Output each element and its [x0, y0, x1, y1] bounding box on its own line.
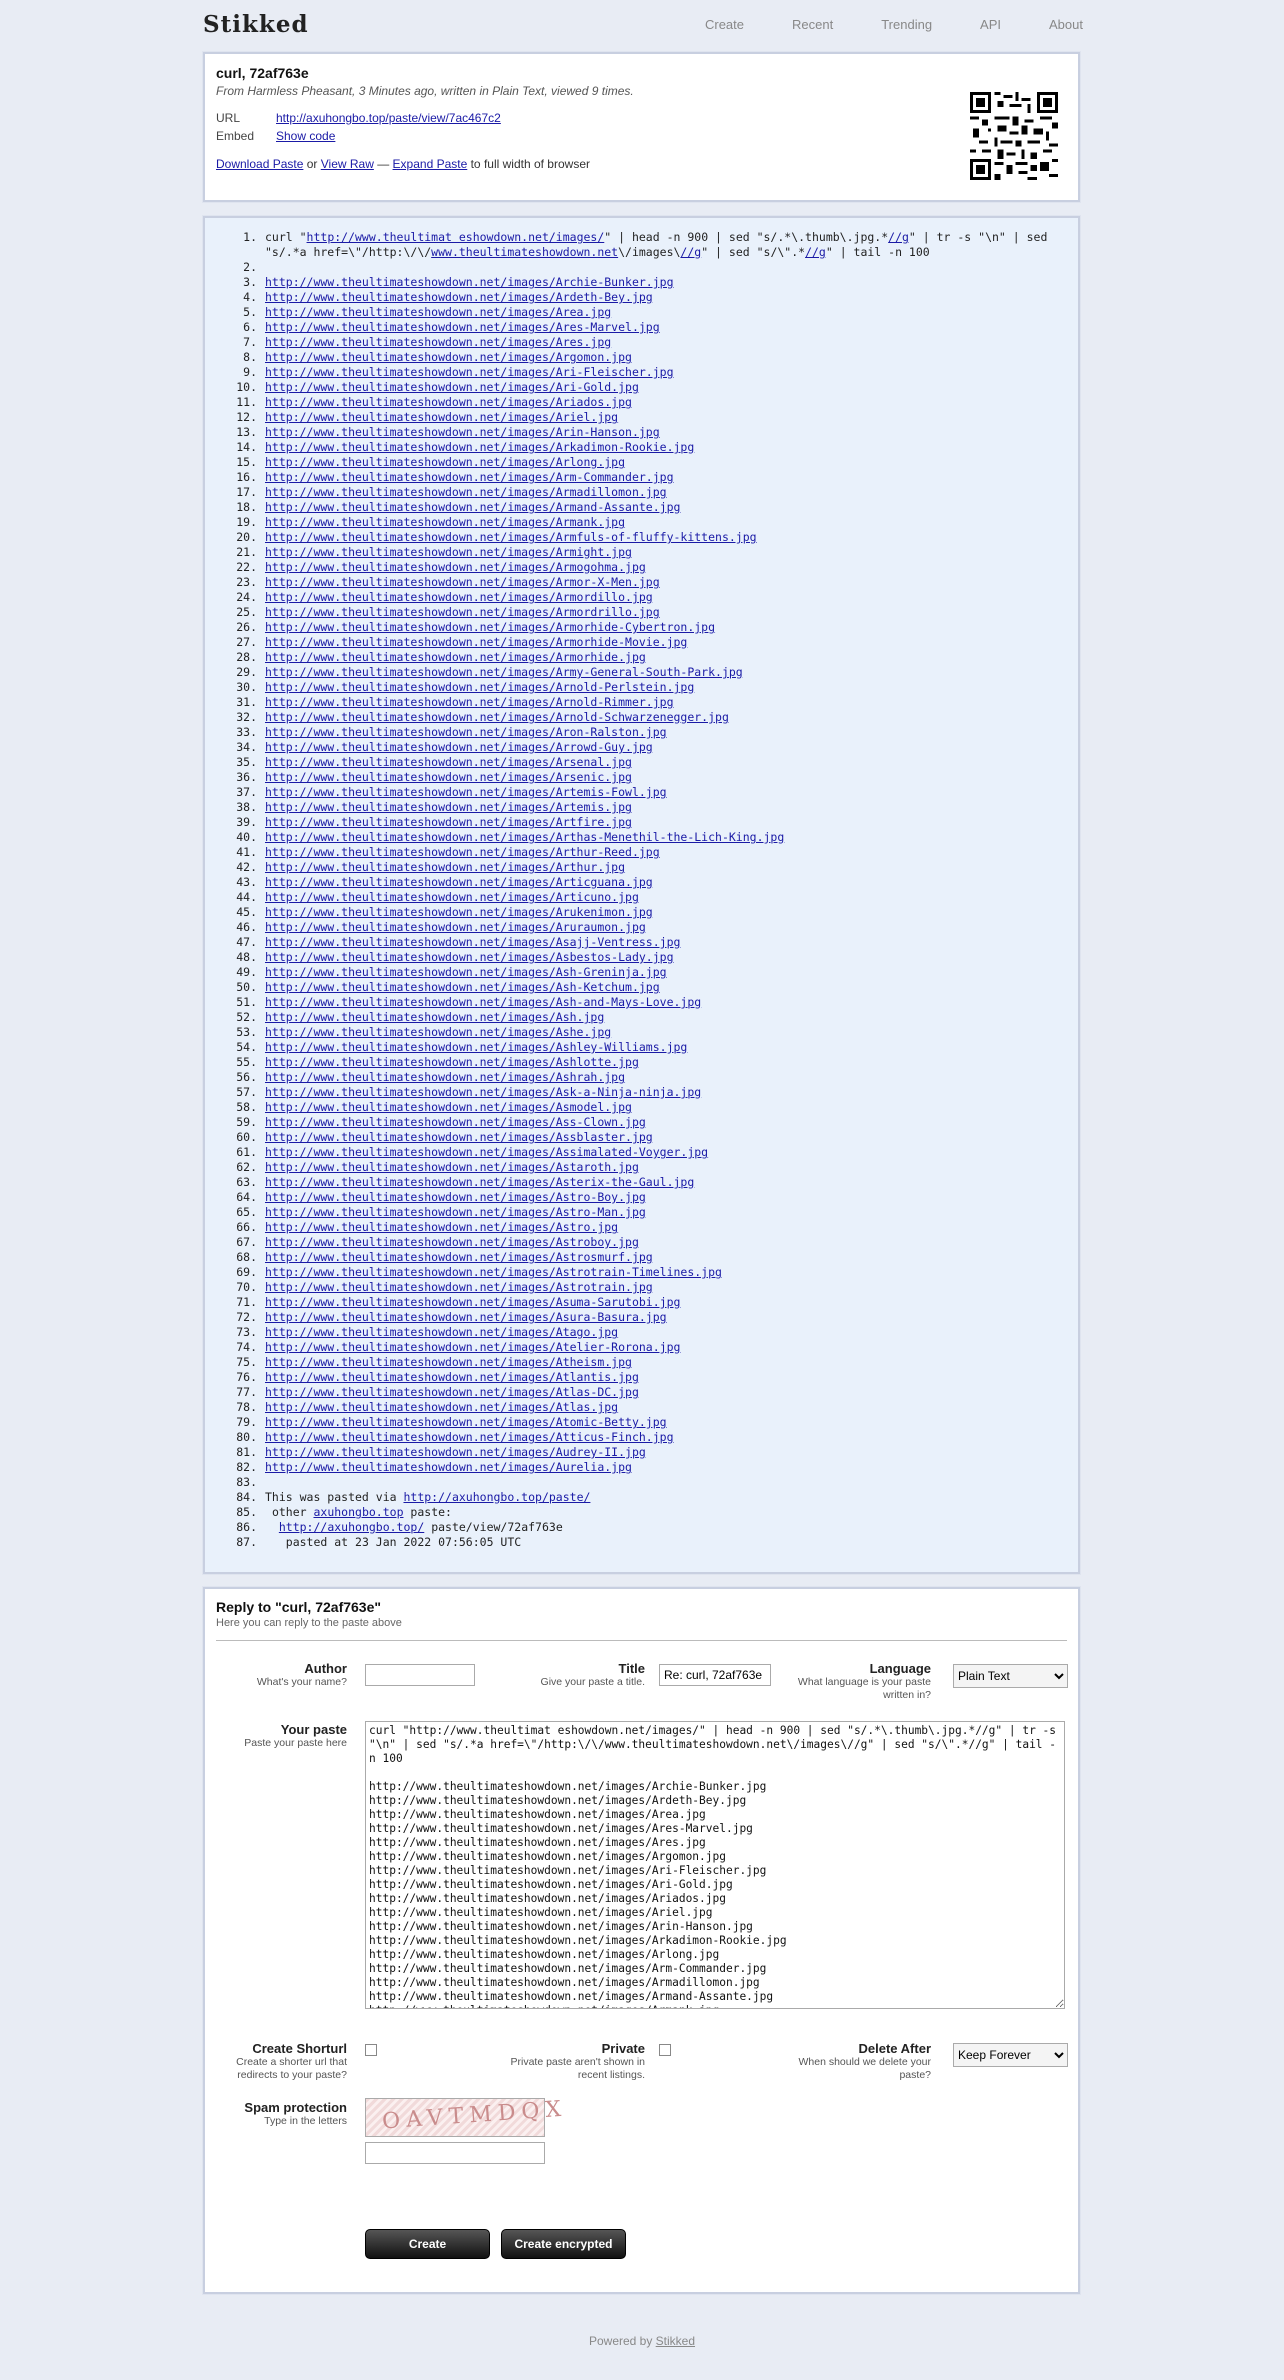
- code-line: 22. http://www.theultimateshowdown.net/images/Armogohma.jpg: [236, 560, 646, 574]
- view-raw-link[interactable]: View Raw: [320, 157, 374, 171]
- pasted-via-link[interactable]: http://axuhongbo.top/paste/: [403, 1490, 591, 1504]
- code-line: 59. http://www.theultimateshowdown.net/images/Ass-Clown.jpg: [236, 1115, 646, 1129]
- paste-actions: [216, 157, 590, 171]
- code-line: 50. http://www.theultimateshowdown.net/images/Ash-Ketchum.jpg: [236, 980, 660, 994]
- image-url-link[interactable]: http://www.theultimateshowdown.net/images/Ardeth-Bey.jpg: [265, 290, 653, 304]
- paste-textarea[interactable]: [365, 1721, 1065, 2009]
- code-line: 20. http://www.theultimateshowdown.net/images/Armfuls-of-fluffy-kittens.jpg: [236, 530, 757, 544]
- code-line: 64. http://www.theultimateshowdown.net/images/Astro-Boy.jpg: [236, 1190, 646, 1204]
- reply-form-box: [203, 1587, 1080, 2294]
- code-line: 18. http://www.theultimateshowdown.net/images/Armand-Assante.jpg: [236, 500, 681, 514]
- code-line: 21. http://www.theultimateshowdown.net/images/Armight.jpg: [236, 545, 632, 559]
- code-link[interactable]: http://www.theultimat eshowdown.net/images/: [306, 230, 605, 244]
- paste-meta: From Harmless Pheasant, 3 Minutes ago, written in Plain Text, viewed 9 times.: [216, 84, 634, 98]
- code-line: 34. http://www.theultimateshowdown.net/images/Arrowd-Guy.jpg: [236, 740, 653, 754]
- code-line: 44. http://www.theultimateshowdown.net/images/Articuno.jpg: [236, 890, 639, 904]
- image-url-link[interactable]: http://www.theultimateshowdown.net/images/Arthas-Menethil-the-Lich-King.jpg: [265, 830, 785, 844]
- paste-label: Your paste: [280, 1722, 347, 1737]
- code-line: 25. http://www.theultimateshowdown.net/images/Armordrillo.jpg: [236, 605, 660, 619]
- code-line: 70. http://www.theultimateshowdown.net/images/Astrotrain.jpg: [236, 1280, 653, 1294]
- image-url-link[interactable]: http://www.theultimateshowdown.net/images/Asmodel.jpg: [265, 1100, 632, 1114]
- code-line: 86. http://axuhongbo.top/ paste/view/72af763e: [236, 1520, 563, 1534]
- reply-subtitle: Here you can reply to the paste above: [216, 1617, 402, 1629]
- image-url-link[interactable]: http://www.theultimateshowdown.net/images/Astro.jpg: [265, 1220, 619, 1234]
- paste-url-link[interactable]: http://axuhongbo.top/paste/view/7ac467c2: [276, 111, 501, 125]
- author-input[interactable]: [365, 1664, 475, 1686]
- delete-after-select[interactable]: [953, 2043, 1068, 2067]
- qr-code-icon: [970, 92, 1058, 180]
- paste-title: curl, 72af763e: [216, 65, 309, 81]
- code-line: 48. http://www.theultimateshowdown.net/images/Asbestos-Lady.jpg: [236, 950, 674, 964]
- code-line: 85. other axuhongbo.top paste:: [236, 1505, 452, 1519]
- brand-logo[interactable]: Stikked: [203, 11, 309, 38]
- image-url-link[interactable]: http://www.theultimateshowdown.net/images/Atheism.jpg: [265, 1355, 632, 1369]
- code-line: 55. http://www.theultimateshowdown.net/images/Ashlotte.jpg: [236, 1055, 639, 1069]
- code-line: 32. http://www.theultimateshowdown.net/images/Arnold-Schwarzenegger.jpg: [236, 710, 729, 724]
- code-line: 53. http://www.theultimateshowdown.net/images/Ashe.jpg: [236, 1025, 612, 1039]
- code-link[interactable]: //g: [805, 245, 826, 259]
- image-url-link[interactable]: http://www.theultimateshowdown.net/images/Arrowd-Guy.jpg: [265, 740, 653, 754]
- show-code-link[interactable]: Show code: [276, 129, 336, 143]
- footer-stikked-link[interactable]: Stikked: [655, 2334, 696, 2348]
- paste-label-group: [205, 1722, 347, 1750]
- shorturl-label-group: [205, 2041, 347, 2082]
- image-url-link[interactable]: http://www.theultimateshowdown.net/images/Astro-Man.jpg: [265, 1205, 646, 1219]
- image-url-link[interactable]: http://www.theultimateshowdown.net/images/Atago.jpg: [265, 1325, 619, 1339]
- title-hint: Give your paste a title.: [540, 1676, 645, 1688]
- image-url-link[interactable]: http://www.theultimateshowdown.net/images/Assblaster.jpg: [265, 1130, 653, 1144]
- title-input[interactable]: [659, 1664, 771, 1686]
- other-paste-link[interactable]: axuhongbo.top: [313, 1505, 404, 1519]
- image-url-link[interactable]: http://www.theultimateshowdown.net/images/Astroboy.jpg: [265, 1235, 639, 1249]
- image-url-link[interactable]: http://www.theultimateshowdown.net/images/Armogohma.jpg: [265, 560, 646, 574]
- captcha-image: [365, 2096, 568, 2137]
- code-line: 79. http://www.theultimateshowdown.net/images/Atomic-Betty.jpg: [236, 1415, 667, 1429]
- code-line: 52. http://www.theultimateshowdown.net/images/Ash.jpg: [236, 1010, 605, 1024]
- spam-hint: Type in the letters: [264, 2115, 347, 2127]
- image-url-link[interactable]: http://www.theultimateshowdown.net/images/Arnold-Rimmer.jpg: [265, 695, 674, 709]
- image-url-link[interactable]: http://www.theultimateshowdown.net/images/Armank.jpg: [265, 515, 626, 529]
- image-url-link[interactable]: http://www.theultimateshowdown.net/images/Ares.jpg: [265, 335, 612, 349]
- image-url-link[interactable]: http://www.theultimateshowdown.net/images/Area.jpg: [265, 305, 612, 319]
- language-hint: What language is your paste written in?: [797, 1676, 931, 1701]
- image-url-link[interactable]: http://www.theultimateshowdown.net/images/Ass-Clown.jpg: [265, 1115, 646, 1129]
- code-line: 37. http://www.theultimateshowdown.net/images/Artemis-Fowl.jpg: [236, 785, 667, 799]
- code-line: 63. http://www.theultimateshowdown.net/images/Asterix-the-Gaul.jpg: [236, 1175, 695, 1189]
- image-url-link[interactable]: http://www.theultimateshowdown.net/images/Atomic-Betty.jpg: [265, 1415, 667, 1429]
- image-url-link[interactable]: http://www.theultimateshowdown.net/images/Arsenal.jpg: [265, 755, 632, 769]
- spam-label: Spam protection: [244, 2100, 347, 2115]
- image-url-link[interactable]: http://www.theultimateshowdown.net/images/Ashley-Williams.jpg: [265, 1040, 688, 1054]
- code-line: 41. http://www.theultimateshowdown.net/images/Arthur-Reed.jpg: [236, 845, 660, 859]
- code-line: 1. curl "http://www.theultimat eshowdown.net/images/" | head -n 900 | sed "s/.*\.thumb\.jpg.*//g" | tr -s "\n" | sed "s/.*a href=\"/http:\/\/www.theultimateshowdown.net\/images\//g" | sed "s/\".*//g" | tail -n 100: [243, 230, 1055, 259]
- image-url-link[interactable]: http://www.theultimateshowdown.net/images/Astro-Boy.jpg: [265, 1190, 646, 1204]
- image-url-link[interactable]: http://www.theultimateshowdown.net/images/Archie-Bunker.jpg: [265, 275, 674, 289]
- language-select[interactable]: [953, 1664, 1068, 1688]
- or-text: or: [303, 157, 321, 171]
- paste-code-box: [203, 216, 1080, 1574]
- title-label: Title: [618, 1661, 645, 1676]
- code-line: 77. http://www.theultimateshowdown.net/images/Atlas-DC.jpg: [236, 1385, 639, 1399]
- code-line: 84. This was pasted via http://axuhongbo.top/paste/: [236, 1490, 591, 1504]
- image-url-link[interactable]: http://www.theultimateshowdown.net/images/Ash-and-Mays-Love.jpg: [265, 995, 702, 1009]
- image-url-link[interactable]: http://www.theultimateshowdown.net/images/Asuma-Sarutobi.jpg: [265, 1295, 681, 1309]
- code-link[interactable]: //g: [680, 245, 702, 259]
- author-label: Author: [304, 1661, 347, 1676]
- code-line: 24. http://www.theultimateshowdown.net/images/Armordillo.jpg: [236, 590, 653, 604]
- image-url-link[interactable]: http://www.theultimateshowdown.net/images/Atelier-Rorona.jpg: [265, 1340, 681, 1354]
- code-line: 54. http://www.theultimateshowdown.net/images/Ashley-Williams.jpg: [236, 1040, 688, 1054]
- nav-create[interactable]: Create: [704, 17, 745, 32]
- image-url-link[interactable]: http://www.theultimateshowdown.net/images/Astrotrain.jpg: [265, 1280, 653, 1294]
- captcha-input[interactable]: [365, 2142, 545, 2164]
- create-encrypted-button[interactable]: Create encrypted: [501, 2229, 626, 2259]
- image-url-link[interactable]: http://www.theultimateshowdown.net/images/Atlas-DC.jpg: [265, 1385, 639, 1399]
- code-line: 45. http://www.theultimateshowdown.net/images/Arukenimon.jpg: [236, 905, 653, 919]
- code-line: 65. http://www.theultimateshowdown.net/images/Astro-Man.jpg: [236, 1205, 646, 1219]
- code-line: 66. http://www.theultimateshowdown.net/images/Astro.jpg: [236, 1220, 619, 1234]
- image-url-link[interactable]: http://www.theultimateshowdown.net/images/Ari-Fleischer.jpg: [265, 365, 674, 379]
- image-url-link[interactable]: http://www.theultimateshowdown.net/images/Arnold-Perlstein.jpg: [265, 680, 695, 694]
- code-line: 38. http://www.theultimateshowdown.net/images/Artemis.jpg: [236, 800, 632, 814]
- code-line: 31. http://www.theultimateshowdown.net/images/Arnold-Rimmer.jpg: [236, 695, 674, 709]
- image-url-link[interactable]: http://www.theultimateshowdown.net/images/Army-General-South-Park.jpg: [265, 665, 743, 679]
- author-label-group: [205, 1661, 347, 1689]
- url-label: URL: [216, 111, 241, 125]
- code-line: 56. http://www.theultimateshowdown.net/images/Ashrah.jpg: [236, 1070, 626, 1084]
- paste-hint: Paste your paste here: [244, 1737, 347, 1749]
- code-line: 36. http://www.theultimateshowdown.net/images/Arsenic.jpg: [236, 770, 632, 784]
- code-line: 71. http://www.theultimateshowdown.net/images/Asuma-Sarutobi.jpg: [236, 1295, 681, 1309]
- create-button[interactable]: Create: [365, 2229, 490, 2259]
- code-line: 17. http://www.theultimateshowdown.net/images/Armadillomon.jpg: [236, 485, 667, 499]
- code-line: 5. http://www.theultimateshowdown.net/images/Area.jpg: [243, 305, 612, 319]
- nav-trending[interactable]: Trending: [881, 17, 933, 32]
- image-url-link[interactable]: http://www.theultimateshowdown.net/images/Astrotrain-Timelines.jpg: [265, 1265, 722, 1279]
- code-line: 6. http://www.theultimateshowdown.net/images/Ares-Marvel.jpg: [243, 320, 660, 334]
- nav-about[interactable]: About: [1049, 17, 1083, 32]
- code-line: 87. pasted at 23 Jan 2022 07:56:05 UTC: [236, 1535, 522, 1549]
- code-line: 76. http://www.theultimateshowdown.net/images/Atlantis.jpg: [236, 1370, 639, 1384]
- shorturl-hint: Create a shorter url that redirects to your paste?: [236, 2056, 347, 2081]
- code-line: 42. http://www.theultimateshowdown.net/images/Arthur.jpg: [236, 860, 626, 874]
- image-url-link[interactable]: http://www.theultimateshowdown.net/images/Arthur-Reed.jpg: [265, 845, 660, 859]
- delete-after-hint: When should we delete your paste?: [798, 2056, 931, 2081]
- image-url-link[interactable]: http://www.theultimateshowdown.net/images/Aruraumon.jpg: [265, 920, 646, 934]
- url-row: [216, 111, 501, 125]
- language-label-group: [793, 1661, 931, 1702]
- image-url-link[interactable]: http://www.theultimateshowdown.net/images/Aurelia.jpg: [265, 1460, 632, 1474]
- code-line: 83.: [236, 1475, 257, 1489]
- image-url-link[interactable]: http://www.theultimateshowdown.net/images/Ashrah.jpg: [265, 1070, 626, 1084]
- paste-info-box: [203, 52, 1080, 202]
- author-hint: What's your name?: [256, 1676, 347, 1688]
- image-url-link[interactable]: http://www.theultimateshowdown.net/images/Arin-Hanson.jpg: [265, 425, 660, 439]
- image-url-link[interactable]: http://www.theultimateshowdown.net/images/Asura-Basura.jpg: [265, 1310, 667, 1324]
- code-line: 23. http://www.theultimateshowdown.net/images/Armor-X-Men.jpg: [236, 575, 660, 589]
- image-url-link[interactable]: http://www.theultimateshowdown.net/images/Ash-Ketchum.jpg: [265, 980, 660, 994]
- image-url-link[interactable]: http://www.theultimateshowdown.net/images/Ash-Greninja.jpg: [265, 965, 667, 979]
- image-url-link[interactable]: http://www.theultimateshowdown.net/images/Armorhide.jpg: [265, 650, 646, 664]
- code-line: 7. http://www.theultimateshowdown.net/images/Ares.jpg: [243, 335, 612, 349]
- image-url-link[interactable]: http://www.theultimateshowdown.net/images/Armand-Assante.jpg: [265, 500, 681, 514]
- captcha-text: OAVTMDQX: [381, 2096, 568, 2135]
- image-url-link[interactable]: http://www.theultimateshowdown.net/images/Astaroth.jpg: [265, 1160, 639, 1174]
- code-line: 27. http://www.theultimateshowdown.net/images/Armorhide-Movie.jpg: [236, 635, 688, 649]
- image-url-link[interactable]: http://www.theultimateshowdown.net/images/Armorhide-Cybertron.jpg: [265, 620, 716, 634]
- code-line: 61. http://www.theultimateshowdown.net/images/Assimalated-Voyger.jpg: [236, 1145, 709, 1159]
- private-hint: Private paste aren't shown in recent listings.: [510, 2056, 645, 2081]
- private-label-group: [503, 2041, 645, 2082]
- code-link[interactable]: //g: [888, 230, 909, 244]
- image-url-link[interactable]: http://www.theultimateshowdown.net/images/Atticus-Finch.jpg: [265, 1430, 674, 1444]
- delete-after-label-group: [793, 2041, 931, 2082]
- delete-after-label: Delete After: [858, 2041, 931, 2056]
- dash-text: —: [373, 157, 393, 171]
- image-url-link[interactable]: http://www.theultimateshowdown.net/images/Ashlotte.jpg: [265, 1055, 639, 1069]
- divider: [216, 1640, 1067, 1641]
- code-line: 75. http://www.theultimateshowdown.net/images/Atheism.jpg: [236, 1355, 632, 1369]
- image-url-link[interactable]: http://www.theultimateshowdown.net/images/Armorhide-Movie.jpg: [265, 635, 688, 649]
- code-line: 60. http://www.theultimateshowdown.net/images/Assblaster.jpg: [236, 1130, 653, 1144]
- image-url-link[interactable]: http://www.theultimateshowdown.net/images/Armordillo.jpg: [265, 590, 653, 604]
- main-nav: [657, 17, 1083, 32]
- language-label: Language: [869, 1661, 931, 1676]
- code-link[interactable]: www.theultimateshowdown.net: [431, 245, 619, 259]
- image-url-link[interactable]: http://www.theultimateshowdown.net/images/Asbestos-Lady.jpg: [265, 950, 674, 964]
- code-line: 58. http://www.theultimateshowdown.net/images/Asmodel.jpg: [236, 1100, 632, 1114]
- image-url-link[interactable]: http://www.theultimateshowdown.net/images/Articguana.jpg: [265, 875, 653, 889]
- code-line: 29. http://www.theultimateshowdown.net/images/Army-General-South-Park.jpg: [236, 665, 743, 679]
- code-line: 73. http://www.theultimateshowdown.net/images/Atago.jpg: [236, 1325, 619, 1339]
- footer: [0, 2334, 1284, 2348]
- image-url-link[interactable]: http://www.theultimateshowdown.net/images/Ariados.jpg: [265, 395, 632, 409]
- code-line: 43. http://www.theultimateshowdown.net/images/Articguana.jpg: [236, 875, 653, 889]
- image-url-link[interactable]: http://www.theultimateshowdown.net/images/Armight.jpg: [265, 545, 632, 559]
- image-url-link[interactable]: http://www.theultimateshowdown.net/images/Ashe.jpg: [265, 1025, 612, 1039]
- image-url-link[interactable]: http://www.theultimateshowdown.net/images/Asterix-the-Gaul.jpg: [265, 1175, 695, 1189]
- image-url-link[interactable]: http://www.theultimateshowdown.net/images/Ares-Marvel.jpg: [265, 320, 660, 334]
- image-url-link[interactable]: http://www.theultimateshowdown.net/images/Ariel.jpg: [265, 410, 619, 424]
- code-line: 16. http://www.theultimateshowdown.net/images/Arm-Commander.jpg: [236, 470, 674, 484]
- image-url-link[interactable]: http://www.theultimateshowdown.net/images/Artemis-Fowl.jpg: [265, 785, 667, 799]
- image-url-link[interactable]: http://www.theultimateshowdown.net/images/Articuno.jpg: [265, 890, 639, 904]
- code-line: 35. http://www.theultimateshowdown.net/images/Arsenal.jpg: [236, 755, 632, 769]
- image-url-link[interactable]: http://www.theultimateshowdown.net/images/Atlas.jpg: [265, 1400, 619, 1414]
- code-line: 46. http://www.theultimateshowdown.net/images/Aruraumon.jpg: [236, 920, 646, 934]
- image-url-link[interactable]: http://www.theultimateshowdown.net/images/Arnold-Schwarzenegger.jpg: [265, 710, 729, 724]
- code-line: 68. http://www.theultimateshowdown.net/images/Astrosmurf.jpg: [236, 1250, 653, 1264]
- image-url-link[interactable]: http://www.theultimateshowdown.net/images/Arthur.jpg: [265, 860, 626, 874]
- image-url-link[interactable]: http://www.theultimateshowdown.net/images/Astrosmurf.jpg: [265, 1250, 653, 1264]
- image-url-link[interactable]: http://www.theultimateshowdown.net/images/Arm-Commander.jpg: [265, 470, 674, 484]
- expand-paste-link[interactable]: Expand Paste: [392, 157, 468, 171]
- image-url-link[interactable]: http://www.theultimateshowdown.net/images/Armordrillo.jpg: [265, 605, 660, 619]
- image-url-link[interactable]: http://www.theultimateshowdown.net/images/Atlantis.jpg: [265, 1370, 639, 1384]
- private-label: Private: [601, 2041, 645, 2056]
- code-line: 3. http://www.theultimateshowdown.net/images/Archie-Bunker.jpg: [243, 275, 674, 289]
- nav-api[interactable]: API: [980, 17, 1002, 32]
- embed-label: Embed: [216, 129, 255, 143]
- code-line: 13. http://www.theultimateshowdown.net/images/Arin-Hanson.jpg: [236, 425, 660, 439]
- embed-row: [216, 129, 335, 143]
- image-url-link[interactable]: http://www.theultimateshowdown.net/images/Asajj-Ventress.jpg: [265, 935, 681, 949]
- code-line: 11. http://www.theultimateshowdown.net/images/Ariados.jpg: [236, 395, 632, 409]
- code-line: 51. http://www.theultimateshowdown.net/images/Ash-and-Mays-Love.jpg: [236, 995, 702, 1009]
- image-url-link[interactable]: http://www.theultimateshowdown.net/images/Ask-a-Ninja-ninja.jpg: [265, 1085, 702, 1099]
- shorturl-label: Create Shorturl: [252, 2041, 347, 2056]
- reply-title: Reply to "curl, 72af763e": [216, 1599, 382, 1615]
- image-url-link[interactable]: http://www.theultimateshowdown.net/images/Ari-Gold.jpg: [265, 380, 639, 394]
- code-line: 39. http://www.theultimateshowdown.net/images/Artfire.jpg: [236, 815, 632, 829]
- image-url-link[interactable]: http://www.theultimateshowdown.net/images/Armfuls-of-fluffy-kittens.jpg: [265, 530, 757, 544]
- code-line: 57. http://www.theultimateshowdown.net/images/Ask-a-Ninja-ninja.jpg: [236, 1085, 702, 1099]
- code-line: 40. http://www.theultimateshowdown.net/images/Arthas-Menethil-the-Lich-King.jpg: [236, 830, 785, 844]
- image-url-link[interactable]: http://www.theultimateshowdown.net/images/Ash.jpg: [265, 1010, 605, 1024]
- code-line: 69. http://www.theultimateshowdown.net/images/Astrotrain-Timelines.jpg: [236, 1265, 722, 1279]
- code-line: 9. http://www.theultimateshowdown.net/images/Ari-Fleischer.jpg: [243, 365, 674, 379]
- code-line: 10. http://www.theultimateshowdown.net/images/Ari-Gold.jpg: [236, 380, 639, 394]
- code-line: 80. http://www.theultimateshowdown.net/images/Atticus-Finch.jpg: [236, 1430, 674, 1444]
- image-url-link[interactable]: http://www.theultimateshowdown.net/images/Arlong.jpg: [265, 455, 626, 469]
- image-url-link[interactable]: http://www.theultimateshowdown.net/images/Arkadimon-Rookie.jpg: [265, 440, 695, 454]
- image-url-link[interactable]: http://www.theultimateshowdown.net/images/Aron-Ralston.jpg: [265, 725, 667, 739]
- image-url-link[interactable]: http://www.theultimateshowdown.net/images/Arukenimon.jpg: [265, 905, 653, 919]
- code-line: 72. http://www.theultimateshowdown.net/images/Asura-Basura.jpg: [236, 1310, 667, 1324]
- home-link[interactable]: http://axuhongbo.top/: [278, 1520, 425, 1534]
- image-url-link[interactable]: http://www.theultimateshowdown.net/images/Audrey-II.jpg: [265, 1445, 646, 1459]
- code-line: 4. http://www.theultimateshowdown.net/images/Ardeth-Bey.jpg: [243, 290, 653, 304]
- code-line: 8. http://www.theultimateshowdown.net/images/Argomon.jpg: [243, 350, 632, 364]
- code-line: 47. http://www.theultimateshowdown.net/images/Asajj-Ventress.jpg: [236, 935, 681, 949]
- private-checkbox[interactable]: [659, 2044, 671, 2056]
- code-line: 26. http://www.theultimateshowdown.net/images/Armorhide-Cybertron.jpg: [236, 620, 716, 634]
- code-line: 30. http://www.theultimateshowdown.net/images/Arnold-Perlstein.jpg: [236, 680, 695, 694]
- top-bar: [203, 0, 1083, 50]
- code-line: 62. http://www.theultimateshowdown.net/images/Astaroth.jpg: [236, 1160, 639, 1174]
- code-line: 33. http://www.theultimateshowdown.net/images/Aron-Ralston.jpg: [236, 725, 667, 739]
- download-paste-link[interactable]: Download Paste: [216, 157, 304, 171]
- code-line: 14. http://www.theultimateshowdown.net/images/Arkadimon-Rookie.jpg: [236, 440, 695, 454]
- code-line: 49. http://www.theultimateshowdown.net/images/Ash-Greninja.jpg: [236, 965, 667, 979]
- image-url-link[interactable]: http://www.theultimateshowdown.net/images/Armor-X-Men.jpg: [265, 575, 660, 589]
- code-line: 78. http://www.theultimateshowdown.net/images/Atlas.jpg: [236, 1400, 619, 1414]
- code-line: 15. http://www.theultimateshowdown.net/images/Arlong.jpg: [236, 455, 626, 469]
- code-line: 81. http://www.theultimateshowdown.net/images/Audrey-II.jpg: [236, 1445, 646, 1459]
- code-line: 2.: [243, 260, 257, 274]
- image-url-link[interactable]: http://www.theultimateshowdown.net/images/Arsenic.jpg: [265, 770, 632, 784]
- image-url-link[interactable]: http://www.theultimateshowdown.net/images/Artfire.jpg: [265, 815, 632, 829]
- footer-text: Powered by: [588, 2334, 656, 2348]
- expand-suffix-text: to full width of browser: [467, 157, 590, 171]
- nav-recent[interactable]: Recent: [792, 17, 834, 32]
- image-url-link[interactable]: http://www.theultimateshowdown.net/images/Argomon.jpg: [265, 350, 632, 364]
- code-line: 82. http://www.theultimateshowdown.net/images/Aurelia.jpg: [236, 1460, 632, 1474]
- code-listing: [205, 222, 1060, 1550]
- shorturl-checkbox[interactable]: [365, 2044, 377, 2056]
- image-url-link[interactable]: http://www.theultimateshowdown.net/images/Assimalated-Voyger.jpg: [265, 1145, 709, 1159]
- code-line: 12. http://www.theultimateshowdown.net/images/Ariel.jpg: [236, 410, 619, 424]
- code-line: 67. http://www.theultimateshowdown.net/images/Astroboy.jpg: [236, 1235, 639, 1249]
- image-url-link[interactable]: http://www.theultimateshowdown.net/images/Armadillomon.jpg: [265, 485, 667, 499]
- code-line: 74. http://www.theultimateshowdown.net/images/Atelier-Rorona.jpg: [236, 1340, 681, 1354]
- code-line: 28. http://www.theultimateshowdown.net/images/Armorhide.jpg: [236, 650, 646, 664]
- title-label-group: [503, 1661, 645, 1689]
- code-line: 19. http://www.theultimateshowdown.net/images/Armank.jpg: [236, 515, 626, 529]
- image-url-link[interactable]: http://www.theultimateshowdown.net/images/Artemis.jpg: [265, 800, 632, 814]
- spam-label-group: [205, 2100, 347, 2128]
